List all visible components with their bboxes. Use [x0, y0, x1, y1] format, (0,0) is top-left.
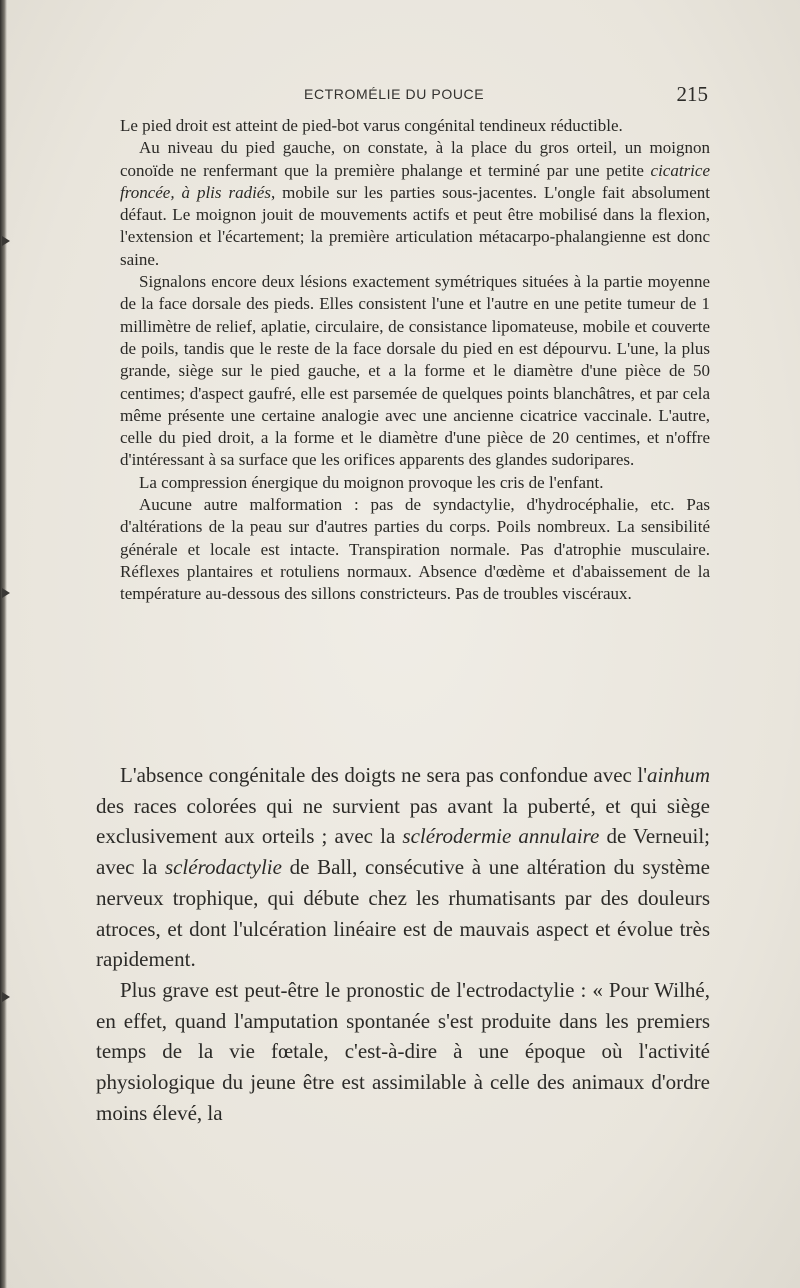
paragraph	[120, 137, 710, 271]
margin-arrow-mark	[2, 236, 10, 246]
text-run: , mobile sur les parties sous-jacentes. L'ongle fait absolument défaut. Le moignon jouit de mouvements actifs et peut être mobilisé dans la flexion, l'extension et l'écartement; la première articulation métacarpo-phalangienne est donc saine.	[120, 182, 711, 269]
paragraph	[120, 271, 710, 472]
paragraph	[120, 115, 710, 137]
margin-arrow-mark	[2, 588, 10, 598]
text-run: La compression énergique du moignon provoque les cris de l'enfant.	[139, 472, 604, 492]
paragraph	[120, 472, 710, 494]
text-run: Le pied droit est atteint de pied-bot varus congénital tendineux réductible.	[120, 116, 623, 135]
text-run: Plus grave est peut-être le pronostic de l'ectrodactylie : « Pour Wilhé, en effet, quand l'amputation spontanée s'est produite dans les premiers temps de la vie fœtale, c'est-à-dire à une époque où l'activité physiologique du jeune être est assimilable à celle des animaux d'ordre moins élevé, la	[96, 977, 710, 1125]
italic-text: cicatrice froncée, à plis radiés	[120, 160, 710, 202]
case-report-text	[120, 115, 710, 606]
margin-arrow-mark	[2, 992, 10, 1002]
paragraph	[120, 494, 710, 605]
italic-text: sclérodactylie	[164, 855, 282, 880]
text-run: de Verneuil; avec la	[96, 824, 710, 880]
italic-text: sclérodermie annulaire	[402, 824, 600, 849]
page-number: 215	[676, 82, 708, 106]
paragraph	[96, 975, 710, 1129]
running-title: ECTROMÉLIE DU POUCE	[304, 86, 485, 102]
text-run: L'absence congénitale des doigts ne sera pas confondue avec l'	[120, 763, 647, 787]
text-run: Au niveau du pied gauche, on constate, à la place du gros orteil, un moignon conoïde ne renfermant que la première phalange et terminé par une petite	[120, 138, 710, 180]
paragraph	[96, 760, 710, 975]
text-run: Aucune autre malformation : pas de syndactylie, d'hydrocéphalie, etc. Pas d'altérations de la peau sur d'autres parties du corps. Poils nombreux. La sensibilité générale et locale est intacte. Transpiration normale. Pas d'atrophie musculaire. Réflexes plantaires et rotuliens normaux. Absence d'œdème et d'abaissement de la température au-dessous des sillons constricteurs. Pas de troubles viscéraux.	[120, 495, 710, 604]
discussion-text	[96, 760, 710, 1128]
page-header	[120, 82, 708, 108]
text-run: des races colorées qui ne survient pas avant la puberté, et qui siège exclusivement aux orteils ; avec la	[96, 793, 710, 849]
text-run: Signalons encore deux lésions exactement symétriques situées à la partie moyenne de la face dorsale des pieds. Elles consistent l'une et l'autre en une petite tumeur de 1 millimètre de relief, aplatie, circulaire, de consistance lipomateuse, mobile et couverte de poils, tandis que le reste de la face dorsale du pied en est dépourvu. L'une, la plus grande, siège sur le pied gauche, et a la forme et le diamètre d'une pièce de 50 centimes; d'aspect gaufré, elle est parsemée de quelques points blanchâtres, et par cela même présente une certaine analogie avec une ancienne cicatrice vaccinale. L'autre, celle du pied droit, a la forme et le diamètre d'une pièce de 20 centimes, et n'offre d'intéressant à sa surface que les orifices apparents des glandes sudoripares.	[120, 272, 710, 470]
page-binding-edge	[0, 0, 7, 1288]
text-run: de Ball, consécutive à une altération du système nerveux trophique, qui débute chez les rhumatisants par des douleurs atroces, et dont l'ulcération linéaire est de mauvais aspect et évolue très rapidement.	[96, 855, 710, 972]
italic-text: ainhum	[647, 763, 710, 787]
